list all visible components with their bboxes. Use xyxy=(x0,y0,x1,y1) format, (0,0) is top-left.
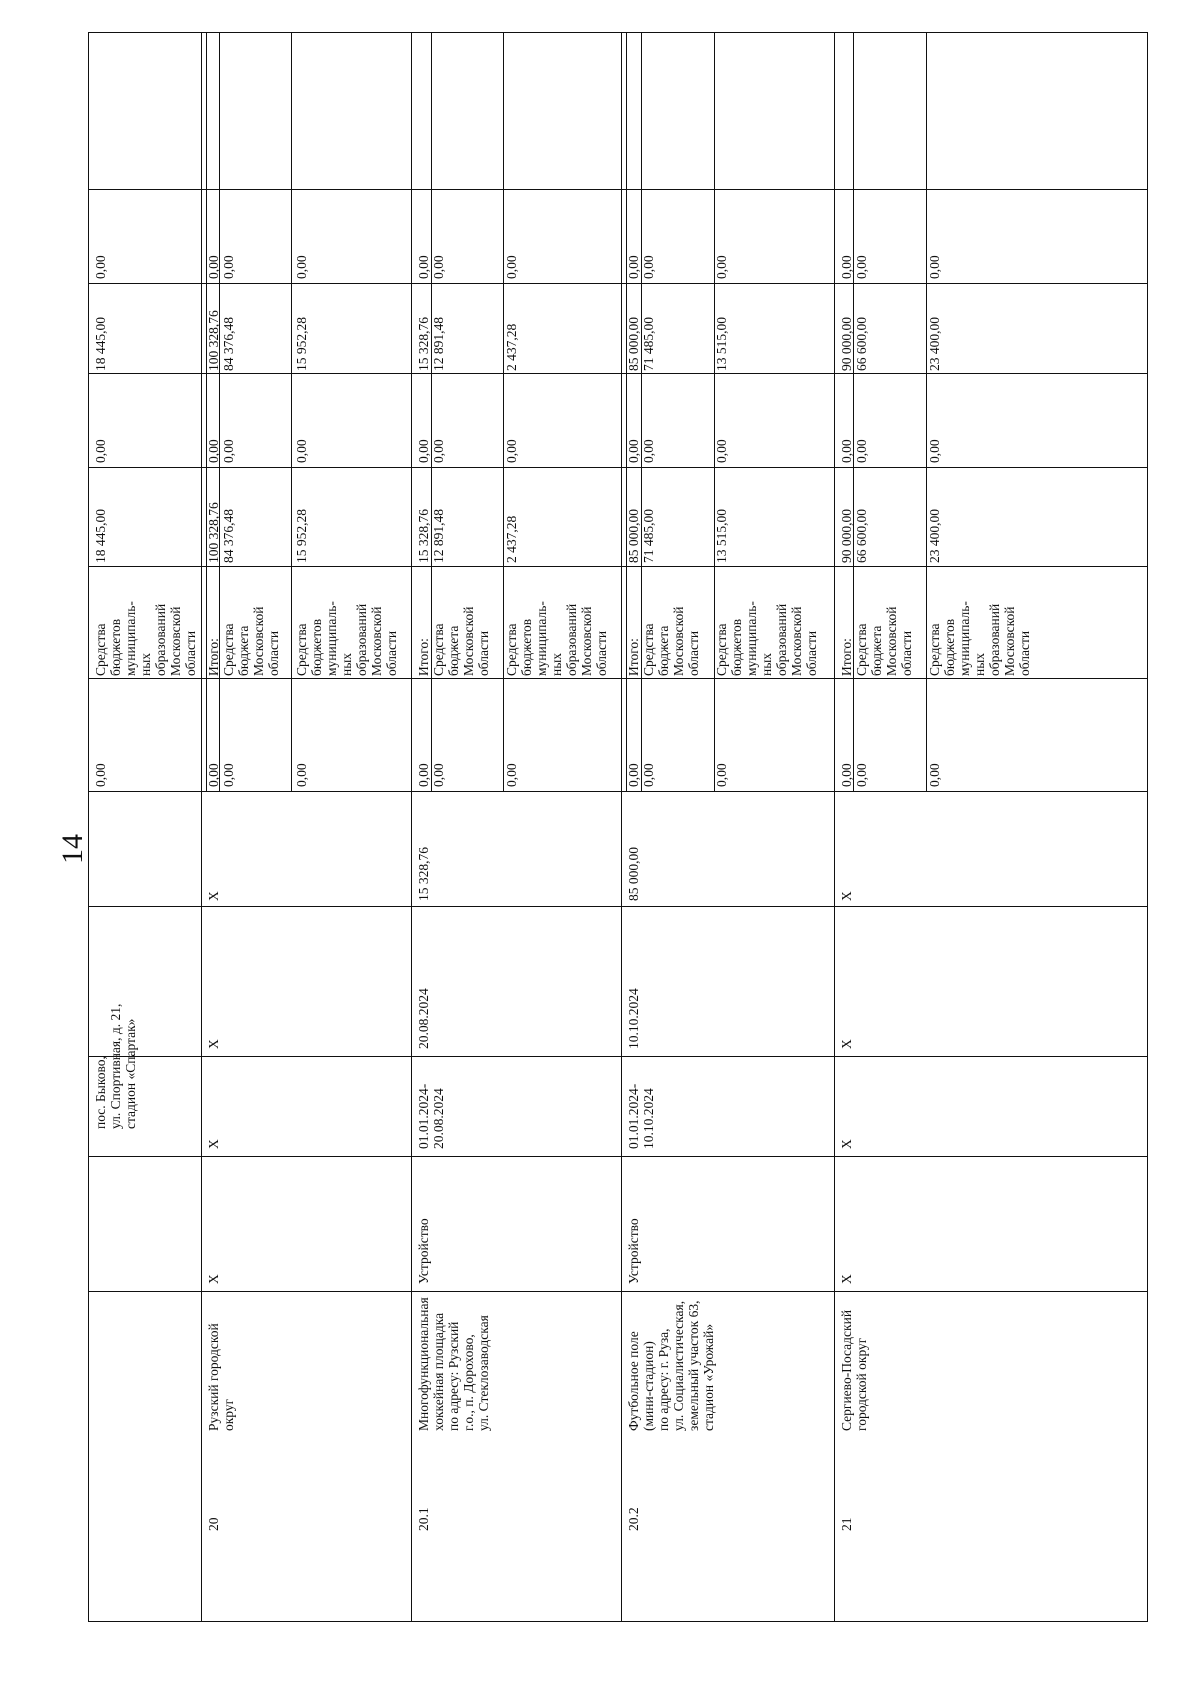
object-name: Рузский городской округ xyxy=(206,1323,236,1431)
col-b-municipal: 0,00 xyxy=(714,255,729,279)
row-rule xyxy=(89,1156,1147,1157)
year-total: 90 000,00 xyxy=(839,317,854,371)
col-a-municipal: 0,00 xyxy=(927,439,942,463)
left-row-1: 0,00 xyxy=(854,763,869,787)
col-a-municipal: 0,00 xyxy=(714,439,729,463)
total-municipal: 13 515,00 xyxy=(714,509,729,563)
itogo-label: Итого: xyxy=(839,638,854,676)
col-rule xyxy=(411,33,412,1621)
year-region: 12 891,48 xyxy=(431,317,446,371)
total-sum: 90 000,00 xyxy=(839,509,854,563)
funding-source: Средства бюджетов муниципаль- ных образований Московской области xyxy=(93,601,198,676)
sub-rule xyxy=(219,33,220,791)
col-a-total: 0,00 xyxy=(839,439,854,463)
period: X xyxy=(839,1139,854,1149)
year-municipal: 23 400,00 xyxy=(927,317,942,371)
row-number: 20 xyxy=(206,1517,221,1531)
left-total: 0,00 xyxy=(626,763,641,787)
col-a-municipal: 0,00 xyxy=(294,439,309,463)
total-municipal: 15 952,28 xyxy=(294,509,309,563)
col-b-municipal: 0,00 xyxy=(504,255,519,279)
total-region: 12 891,48 xyxy=(431,509,446,563)
col-b-total: 0,00 xyxy=(206,255,221,279)
col-rule xyxy=(201,33,202,1621)
left-row-2: 0,00 xyxy=(504,763,519,787)
row-rule xyxy=(89,791,1147,792)
col-b-region: 0,00 xyxy=(431,255,446,279)
col-b-region: 0,00 xyxy=(854,255,869,279)
completion-date: X xyxy=(206,1039,221,1049)
left-total: 0,00 xyxy=(416,763,431,787)
row-rule xyxy=(89,373,1147,374)
row-number: 20.2 xyxy=(626,1507,641,1531)
left-row-1: 0,00 xyxy=(221,763,236,787)
cost: 15 328,76 xyxy=(416,847,431,901)
left-row-2: 0,00 xyxy=(294,763,309,787)
sub-rule xyxy=(714,33,715,791)
left-total: 0,00 xyxy=(839,763,854,787)
source-region: Средства бюджета Московской области xyxy=(221,606,281,676)
work-type: Устройство xyxy=(626,1218,641,1284)
total-value: 18 445,00 xyxy=(93,509,108,563)
row-number: 21 xyxy=(839,1517,854,1531)
work-type: X xyxy=(206,1274,221,1284)
total-sum: 100 328,76 xyxy=(206,502,221,563)
left-row-1: 0,00 xyxy=(431,763,446,787)
total-sum: 85 000,00 xyxy=(626,509,641,563)
object-name: Футбольное поле (мини-стадион) по адресу: г. Руза, ул. Социалистическая, земельный участок 63, стадион «Урожай» xyxy=(626,1300,716,1431)
period: X xyxy=(206,1139,221,1149)
left-total: 0,00 xyxy=(206,763,221,787)
sub-rule xyxy=(206,33,207,791)
cost: 85 000,00 xyxy=(626,847,641,901)
left-row-2: 0,00 xyxy=(714,763,729,787)
total-municipal: 2 437,28 xyxy=(504,515,519,563)
period: 01.01.2024- 10.10.2024 xyxy=(626,1083,656,1149)
location-text: ул. Спортивная, д. 21, xyxy=(108,1003,123,1129)
year-municipal: 15 952,28 xyxy=(294,317,309,371)
col-a-municipal: 0,00 xyxy=(504,439,519,463)
source-municipal: Средства бюджетов муниципаль- ных образований Московской области xyxy=(294,601,399,676)
completion-date: X xyxy=(839,1039,854,1049)
left-row-1: 0,00 xyxy=(641,763,656,787)
row-rule xyxy=(89,467,1147,468)
page-number: 14 xyxy=(56,834,89,864)
source-region: Средства бюджета Московской области xyxy=(641,606,701,676)
col-b-municipal: 0,00 xyxy=(294,255,309,279)
year-total: 15 328,76 xyxy=(416,317,431,371)
col-a-total: 0,00 xyxy=(416,439,431,463)
sub-rule xyxy=(641,33,642,791)
work-type: Устройство xyxy=(416,1218,431,1284)
year-region: 71 485,00 xyxy=(641,317,656,371)
col-a-value: 0,00 xyxy=(93,439,108,463)
object-name: Сергиево-Посадский городской округ xyxy=(839,1309,869,1431)
row-rule xyxy=(89,283,1147,284)
period: 01.01.2024- 20.08.2024 xyxy=(416,1083,446,1149)
object-name: Многофункциональная хоккейная площадка по адресу: Рузский г.о., п. Дорохово, ул. Стеклозаводская xyxy=(416,1297,491,1431)
col-a-region: 0,00 xyxy=(641,439,656,463)
cost: X xyxy=(206,891,221,901)
col-b-value: 0,00 xyxy=(93,255,108,279)
col-b-region: 0,00 xyxy=(221,255,236,279)
left-row-2: 0,00 xyxy=(927,763,942,787)
sub-rule xyxy=(431,33,432,791)
year-municipal: 13 515,00 xyxy=(714,317,729,371)
row-rule xyxy=(89,906,1147,907)
cost: X xyxy=(839,891,854,901)
year-municipal: 2 437,28 xyxy=(504,323,519,371)
total-sum: 15 328,76 xyxy=(416,509,431,563)
year-total: 85 000,00 xyxy=(626,317,641,371)
col-a-total: 0,00 xyxy=(206,439,221,463)
completion-date: 10.10.2024 xyxy=(626,988,641,1049)
col-a-region: 0,00 xyxy=(854,439,869,463)
col-b-total: 0,00 xyxy=(626,255,641,279)
source-municipal: Средства бюджетов муниципаль- ных образований Московской области xyxy=(714,601,819,676)
left-value: 0,00 xyxy=(93,763,108,787)
location-text: стадион «Спартак» xyxy=(123,1018,138,1129)
sub-rule xyxy=(853,33,854,791)
total-region: 84 376,48 xyxy=(221,509,236,563)
col-rule xyxy=(834,33,835,1621)
col-b-total: 0,00 xyxy=(839,255,854,279)
row-rule xyxy=(89,566,1147,567)
col-a-total: 0,00 xyxy=(626,439,641,463)
work-type: X xyxy=(839,1274,854,1284)
sub-rule xyxy=(291,33,292,791)
sub-rule xyxy=(503,33,504,791)
source-municipal: Средства бюджетов муниципаль- ных образований Московской области xyxy=(504,601,609,676)
itogo-label: Итого: xyxy=(206,638,221,676)
budget-table xyxy=(88,32,1148,1622)
year-value: 18 445,00 xyxy=(93,317,108,371)
sub-rule xyxy=(626,33,627,791)
col-b-region: 0,00 xyxy=(641,255,656,279)
itogo-label: Итого: xyxy=(626,638,641,676)
source-region: Средства бюджета Московской области xyxy=(431,606,491,676)
total-region: 71 485,00 xyxy=(641,509,656,563)
col-b-municipal: 0,00 xyxy=(927,255,942,279)
location-text: пос. Быково, xyxy=(93,1056,108,1129)
completion-date: 20.08.2024 xyxy=(416,988,431,1049)
total-region: 66 600,00 xyxy=(854,509,869,563)
year-region: 84 376,48 xyxy=(221,317,236,371)
row-rule xyxy=(89,189,1147,190)
row-rule xyxy=(89,1291,1147,1292)
year-region: 66 600,00 xyxy=(854,317,869,371)
total-municipal: 23 400,00 xyxy=(927,509,942,563)
source-region: Средства бюджета Московской области xyxy=(854,606,914,676)
sub-rule xyxy=(926,33,927,791)
row-rule xyxy=(89,1056,1147,1057)
col-a-region: 0,00 xyxy=(221,439,236,463)
row-number: 20.1 xyxy=(416,1507,431,1531)
col-rule xyxy=(621,33,622,1621)
col-a-region: 0,00 xyxy=(431,439,446,463)
row-rule xyxy=(89,678,1147,679)
source-municipal: Средства бюджетов муниципаль- ных образований Московской области xyxy=(927,601,1032,676)
col-b-total: 0,00 xyxy=(416,255,431,279)
year-total: 100 328,76 xyxy=(206,310,221,371)
itogo-label: Итого: xyxy=(416,638,431,676)
